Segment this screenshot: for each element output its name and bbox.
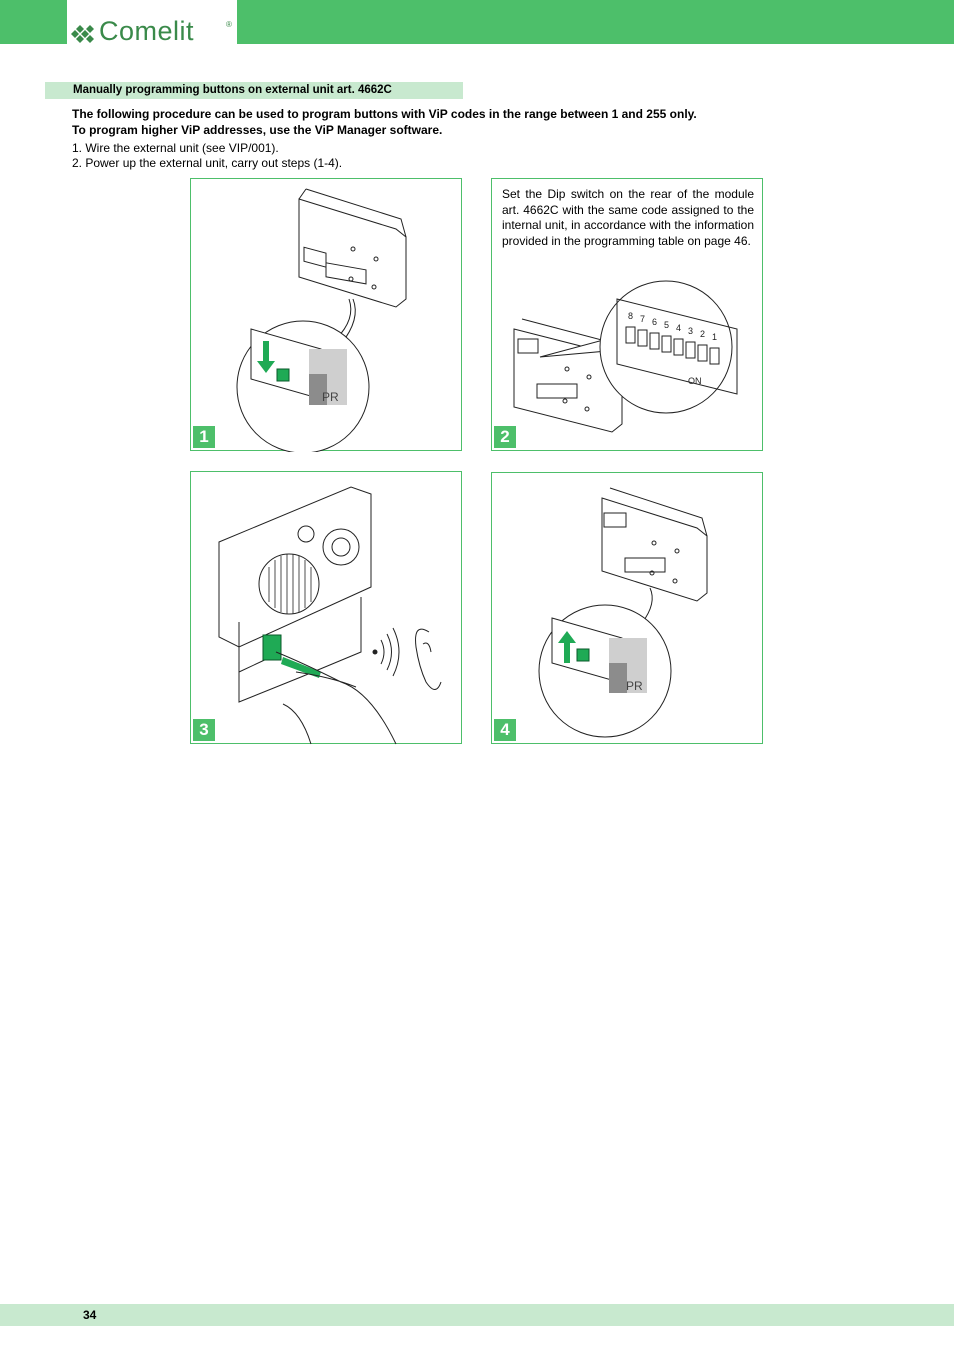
dip-switch-diagram <box>492 179 764 452</box>
dip-label-4: 4 <box>676 323 682 333</box>
dip-label-6: 6 <box>652 317 658 327</box>
intro-text <box>72 106 772 138</box>
sound-waves-icon <box>373 628 399 676</box>
dip-label-7: 7 <box>640 314 646 324</box>
figure-panel-4 <box>491 472 763 744</box>
comelit-logo-mark <box>71 25 99 43</box>
figure-number-1: 1 <box>193 426 215 448</box>
page-number: 34 <box>83 1308 97 1322</box>
step-2: 2. Power up the external unit, carry out steps (1-4). <box>72 156 343 170</box>
footer-bar <box>0 1304 954 1326</box>
dip-label-5: 5 <box>664 320 670 330</box>
switch-label-1: PR <box>322 390 339 404</box>
steps-list <box>72 141 772 171</box>
dip-on-label: ON <box>688 376 702 386</box>
dip-label-8: 8 <box>628 311 634 321</box>
figure-panel-1 <box>190 178 462 451</box>
dip-label-2: 2 <box>700 329 706 339</box>
figure-panel-2 <box>491 178 763 451</box>
intro-line-2: To program higher ViP addresses, use the ViP Manager software. <box>72 123 443 137</box>
intro-line-1: The following procedure can be used to program buttons with ViP codes in the range between 1 and 255 only. <box>72 107 697 121</box>
dip-label-1: 1 <box>712 332 718 342</box>
dip-switch-caption: Set the Dip switch on the rear of the module art. 4662C with the same code assigned to the internal unit, in accordance with the information provided in the programming table on page 46. <box>502 187 754 248</box>
figure-number-4: 4 <box>494 719 516 741</box>
registered-mark: ® <box>226 20 232 29</box>
brand-name: Comelit <box>99 16 195 46</box>
figure-number-2: 2 <box>494 426 516 448</box>
switch-label-4: PR <box>626 679 643 693</box>
device-module-icon <box>191 179 463 452</box>
step-1: 1. Wire the external unit (see VIP/001). <box>72 141 279 155</box>
dip-label-3: 3 <box>688 326 694 336</box>
section-title: Manually programming buttons on external unit art. 4662C <box>45 82 463 99</box>
brand-logo <box>67 0 237 48</box>
figure-panel-3 <box>190 471 462 744</box>
speaker-unit-icon <box>191 472 463 745</box>
ear-icon <box>416 629 441 689</box>
device-module-icon <box>492 473 764 745</box>
figure-number-3: 3 <box>193 719 215 741</box>
